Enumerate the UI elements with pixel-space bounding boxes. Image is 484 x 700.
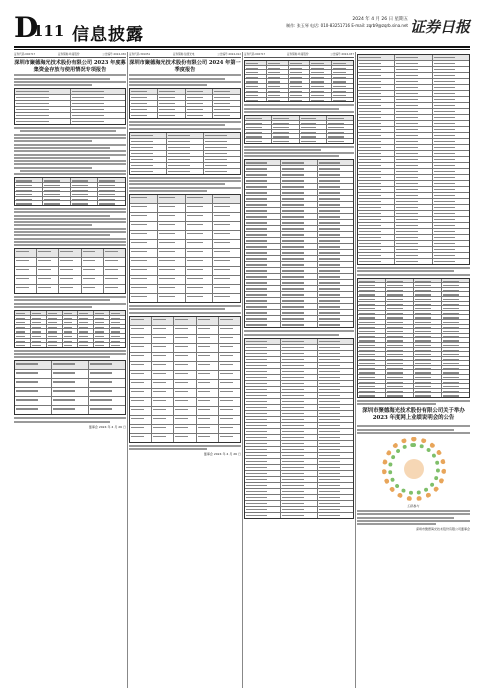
text-line xyxy=(244,104,354,106)
data-table xyxy=(14,360,126,415)
text-line xyxy=(129,312,241,314)
text-line xyxy=(357,270,454,272)
column-divider xyxy=(242,52,243,688)
data-table xyxy=(244,60,354,102)
newspaper-brand-logo: 证券日报 xyxy=(409,18,470,36)
text-line xyxy=(14,134,126,136)
notice-number: 公告编号:2024-036 xyxy=(102,53,126,56)
text-line xyxy=(244,108,339,110)
text-line xyxy=(357,523,436,525)
page-number: 111 xyxy=(33,22,65,40)
text-line xyxy=(14,353,126,355)
text-line xyxy=(14,167,92,169)
data-table xyxy=(14,177,126,206)
text-line xyxy=(244,149,321,151)
text-line xyxy=(14,163,126,165)
text-line xyxy=(14,78,110,80)
notice-title: 深圳市聚德海光技术股份有限公司 2024 年第一季度报告 xyxy=(129,60,241,73)
text-line xyxy=(357,403,436,405)
column-divider xyxy=(127,52,128,688)
text-line xyxy=(14,127,126,129)
page-letter: D xyxy=(14,11,39,44)
text-line xyxy=(14,228,126,230)
text-line xyxy=(14,74,126,76)
masthead xyxy=(14,10,470,46)
text-line xyxy=(14,296,126,298)
text-line xyxy=(244,334,339,336)
data-table xyxy=(357,54,470,265)
text-line xyxy=(14,137,126,139)
data-table xyxy=(129,316,241,443)
notice-title: 深圳市聚德海光技术股份有限公司 2023 年度募集资金存放与使用情况专项报告 xyxy=(14,60,126,73)
text-line xyxy=(129,183,225,185)
text-line xyxy=(14,238,126,240)
text-line xyxy=(14,299,110,301)
section-title: 信息披露 xyxy=(72,25,144,45)
text-line xyxy=(14,160,126,162)
stock-code-header xyxy=(14,52,126,58)
data-table xyxy=(244,115,354,144)
text-line xyxy=(129,308,225,310)
text-line xyxy=(14,231,126,233)
text-line xyxy=(357,520,470,522)
text-line xyxy=(14,306,92,308)
text-line xyxy=(14,218,126,220)
data-table xyxy=(14,88,126,125)
data-table xyxy=(129,132,241,175)
stock-code: 证券代码:301051 xyxy=(129,53,151,56)
text-line xyxy=(14,215,110,217)
text-line xyxy=(357,432,470,434)
text-line xyxy=(129,84,207,86)
notice-number: 公告编号:2024-012 xyxy=(217,53,241,56)
meeting-notice-title: 深圳市聚德海光技术股份有限公司关于举办 2023 年度网上业绩说明会的公告 xyxy=(362,408,465,422)
text-line xyxy=(14,421,110,423)
text-line xyxy=(14,224,92,226)
column-4 xyxy=(357,52,470,692)
signoff: 董事会 2024 年 4 月 26 日 xyxy=(203,451,241,456)
text-line xyxy=(244,146,354,148)
masthead-rule-thin xyxy=(14,49,470,50)
data-table xyxy=(357,278,470,398)
stock-code: 证券代码:002717 xyxy=(14,53,36,56)
column-divider xyxy=(355,52,356,688)
text-line xyxy=(14,81,126,83)
text-line xyxy=(14,211,126,213)
text-line xyxy=(14,241,126,243)
text-line xyxy=(357,400,470,402)
text-line xyxy=(14,244,126,246)
text-line xyxy=(244,155,339,157)
text-line xyxy=(14,84,92,86)
signoff: 深圳市聚德海光技术股份有限公司董事会 xyxy=(415,527,470,532)
signoff: 董事会 2024 年 4 月 26 日 xyxy=(88,424,126,429)
data-table xyxy=(14,248,126,294)
column-2 xyxy=(129,52,241,692)
stock-code-header xyxy=(129,52,241,58)
text-line xyxy=(357,513,470,515)
text-line xyxy=(357,425,470,427)
qr-center xyxy=(404,459,424,479)
text-line xyxy=(129,81,241,83)
text-line xyxy=(14,150,126,152)
text-line xyxy=(129,124,225,126)
stock-short-name: 证券简称:信濠光电 xyxy=(172,53,195,56)
text-line xyxy=(129,74,241,76)
text-line xyxy=(129,121,241,123)
data-table xyxy=(129,88,241,119)
text-line xyxy=(14,234,110,236)
publication-date: 2024 年 4 月 26 日 星期五 xyxy=(352,17,408,22)
text-line xyxy=(129,180,241,182)
text-line xyxy=(14,221,126,223)
text-line xyxy=(244,111,354,113)
stock-short-name: 证券简称:岭南股份 xyxy=(286,53,309,56)
text-line xyxy=(129,448,207,450)
text-line xyxy=(129,177,241,179)
data-table xyxy=(244,338,354,519)
text-line xyxy=(244,330,354,332)
stock-short-name: 证券简称:岭南股份 xyxy=(57,53,80,56)
column-1 xyxy=(14,52,126,692)
text-line xyxy=(14,147,110,149)
column-3 xyxy=(244,52,354,692)
text-line xyxy=(20,130,116,132)
text-line xyxy=(14,417,126,419)
text-line xyxy=(14,173,126,175)
text-line xyxy=(129,445,241,447)
notice-number: 公告编号:2024-037 xyxy=(330,53,354,56)
text-line xyxy=(357,510,470,512)
text-line xyxy=(244,152,354,154)
text-line xyxy=(357,274,470,276)
text-line xyxy=(14,208,126,210)
text-line xyxy=(357,267,470,269)
stock-code: 证券代码:002717 xyxy=(244,53,266,56)
text-line xyxy=(14,356,110,358)
text-line xyxy=(357,429,454,431)
data-table xyxy=(244,159,354,328)
text-line xyxy=(129,128,241,130)
text-line xyxy=(14,144,126,146)
text-line xyxy=(129,190,207,192)
text-line xyxy=(14,140,92,142)
text-line xyxy=(20,170,126,172)
text-line xyxy=(14,157,110,159)
qr-code-image xyxy=(382,437,446,501)
text-line xyxy=(14,154,126,156)
text-line xyxy=(357,517,454,519)
text-line xyxy=(129,78,225,80)
text-line xyxy=(14,350,126,352)
text-line xyxy=(129,187,241,189)
masthead-rule xyxy=(14,46,470,48)
data-table xyxy=(14,310,126,348)
text-line xyxy=(14,303,126,305)
stock-code-header xyxy=(244,52,354,58)
editor-contact: 制作: 张玉琴 电话: 010-83251716 E-mail: zqrb9@zqrb.sina.net xyxy=(286,23,408,28)
qr-caption: 扫码参与 xyxy=(407,503,420,508)
data-table xyxy=(129,194,241,303)
text-line xyxy=(129,305,241,307)
